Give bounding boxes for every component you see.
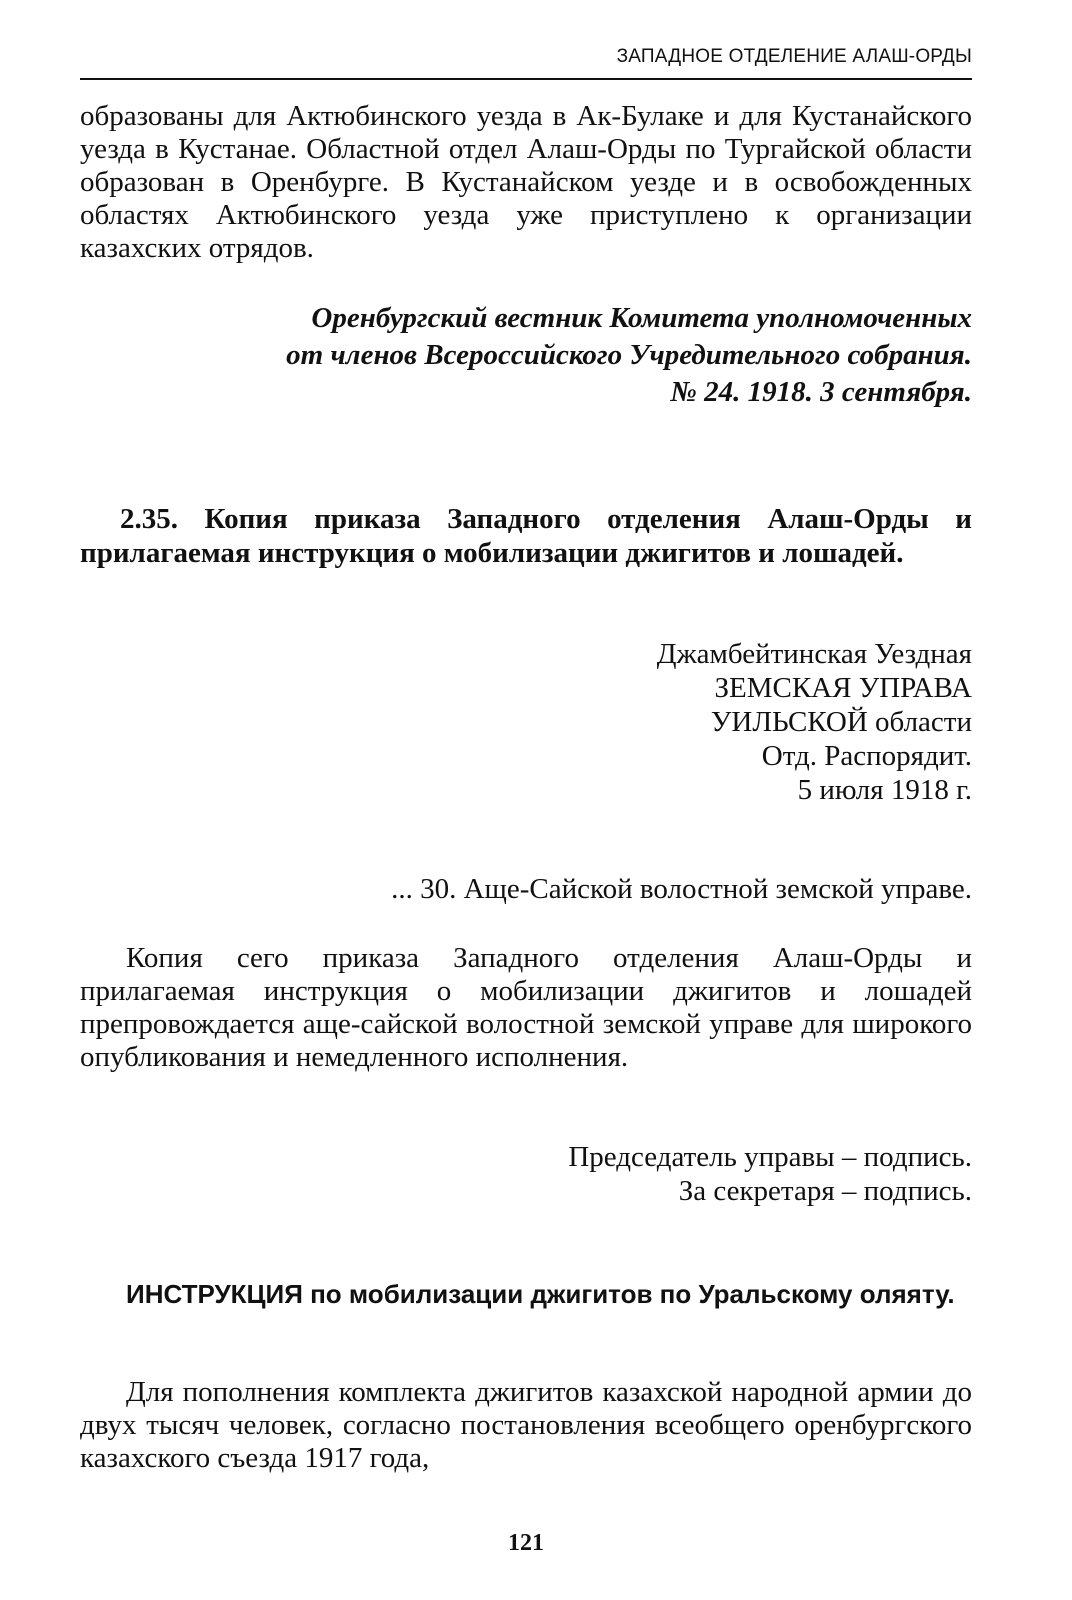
- paragraph-continuation: образованы для Актюбинского уезда в Ак-Булаке и для Кустанайского уезда в Кустанае. Областной отдел Алаш-Орды по Тургайской области образован в Оренбурге. В Кустанайском уезде и в освобожденных областях Актюбинского уезда уже приступлено к организации казахских отрядов.: [80, 100, 972, 264]
- instruction-paragraph: Для пополнения комплекта джигитов казахской народной армии до двух тысяч человек, согласно постановления всеобщего оренбургского казахского съезда 1917 года,: [80, 1376, 972, 1474]
- letterhead-line-2: ЗЕМСКАЯ УПРАВА: [714, 672, 972, 704]
- letterhead-line-1: Джамбейтинская Уездная: [656, 638, 972, 670]
- letterhead-line-4: Отд. Распорядит.: [761, 740, 972, 772]
- source-line-1: Оренбургский вестник Комитета уполномоченных: [311, 302, 972, 334]
- book-page: [80, 0, 972, 1600]
- running-head: ЗАПАДНОЕ ОТДЕЛЕНИЕ АЛАШ-ОРДЫ: [616, 46, 972, 67]
- letterhead-line-3: УИЛЬСКОЙ области: [710, 706, 972, 738]
- instruction-title: ИНСТРУКЦИЯ по мобилизации джигитов по Уральскому оляяту.: [126, 1279, 955, 1309]
- source-citation: [286, 300, 972, 411]
- source-line-2: от членов Всероссийского Учредительного собрания.: [286, 339, 972, 371]
- header-rule: [80, 78, 972, 80]
- signature-block: [568, 1140, 972, 1208]
- document-title: 2.35. Копия приказа Западного отделения Алаш-Орды и прилагаемая инструкция о мобилизации джигитов и лошадей.: [80, 503, 972, 569]
- source-line-3: № 24. 1918. 3 сентября.: [670, 376, 972, 408]
- letterhead: [657, 637, 972, 807]
- secretary-signature: За секретаря – подпись.: [678, 1175, 972, 1207]
- letterhead-date: 5 июля 1918 г.: [797, 774, 972, 806]
- order-paragraph: Копия сего приказа Западного отделения Алаш-Орды и прилагаемая инструкция о мобилизации джигитов и лошадей препровождается аще-сайской волостной земской управе для широкого опубликования и немедленного исполнения.: [80, 942, 972, 1073]
- addressee-line: ... 30. Аще-Сайской волостной земской управе.: [391, 873, 972, 905]
- chairman-signature: Председатель управы – подпись.: [568, 1141, 972, 1173]
- page-number: 121: [508, 1530, 544, 1556]
